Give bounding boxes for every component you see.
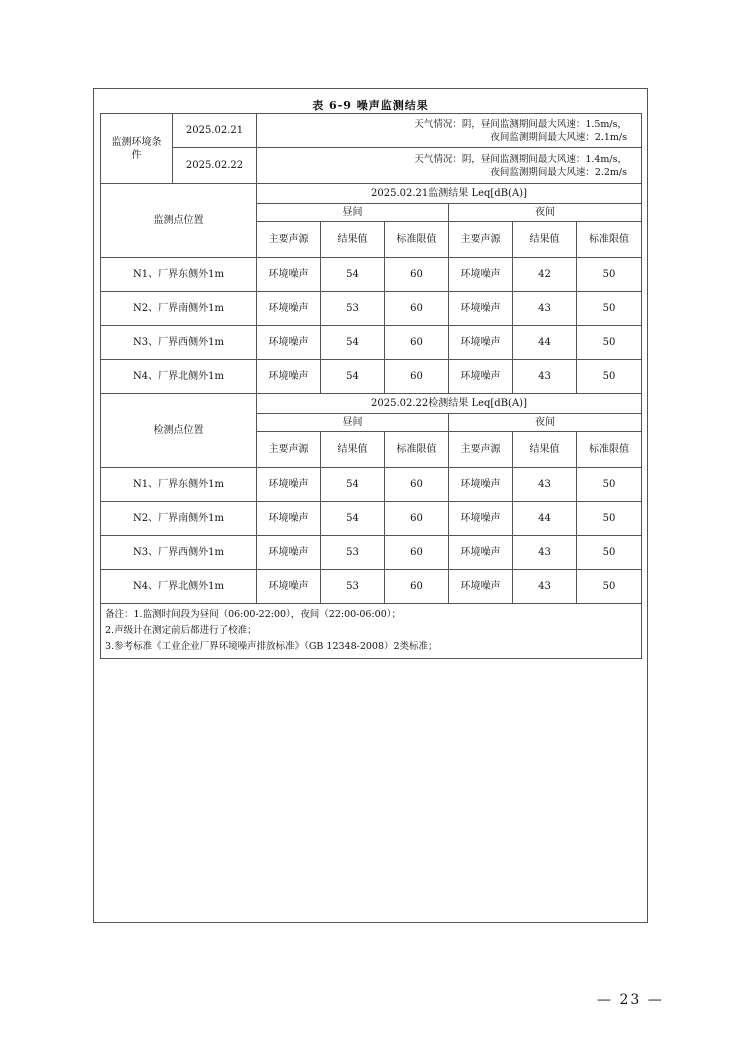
notes-cell xyxy=(101,604,642,659)
night-label: 夜间 xyxy=(449,414,642,432)
value-cell: 43 xyxy=(513,360,577,394)
page-number: — 23 — xyxy=(597,992,664,1008)
standard-cell: 60 xyxy=(385,536,449,570)
col-source: 主要声源 xyxy=(449,432,513,468)
source-cell: 环境噪声 xyxy=(257,502,321,536)
notes-row xyxy=(101,604,642,659)
value-cell: 44 xyxy=(513,502,577,536)
night-label: 夜间 xyxy=(449,204,642,222)
standard-cell: 50 xyxy=(577,570,642,604)
col-result: 结果值 xyxy=(321,432,385,468)
standard-cell: 60 xyxy=(385,326,449,360)
value-cell: 54 xyxy=(321,326,385,360)
condition-date: 2025.02.22 xyxy=(173,148,257,184)
report-frame xyxy=(93,88,648,923)
standard-cell: 50 xyxy=(577,326,642,360)
standard-cell: 50 xyxy=(577,360,642,394)
condition-row xyxy=(101,114,642,148)
point-cell: N3、厂界西侧外1m xyxy=(101,326,257,360)
point-cell: N4、厂界北侧外1m xyxy=(101,360,257,394)
source-cell: 环境噪声 xyxy=(257,360,321,394)
source-cell: 环境噪声 xyxy=(449,360,513,394)
point-cell: N4、厂界北侧外1m xyxy=(101,570,257,604)
source-cell: 环境噪声 xyxy=(449,258,513,292)
col-result: 结果值 xyxy=(321,222,385,258)
location-label: 检测点位置 xyxy=(101,394,257,468)
table-row xyxy=(101,502,642,536)
source-cell: 环境噪声 xyxy=(449,468,513,502)
value-cell: 54 xyxy=(321,468,385,502)
col-standard: 标准限值 xyxy=(385,222,449,258)
weather-line: 夜间监测期间最大风速：2.2m/s xyxy=(490,166,628,178)
col-source: 主要声源 xyxy=(257,432,321,468)
condition-weather xyxy=(257,114,642,148)
result-header: 2025.02.22检测结果 Leq[dB(A)] xyxy=(257,394,642,414)
table-row xyxy=(101,536,642,570)
weather-line: 夜间监测期间最大风速：2.1m/s xyxy=(490,131,628,143)
standard-cell: 60 xyxy=(385,502,449,536)
source-cell: 环境噪声 xyxy=(257,570,321,604)
day-label: 昼间 xyxy=(257,204,449,222)
standard-cell: 60 xyxy=(385,570,449,604)
condition-date: 2025.02.21 xyxy=(173,114,257,148)
col-source: 主要声源 xyxy=(449,222,513,258)
location-label: 监测点位置 xyxy=(101,184,257,258)
noise-results-table xyxy=(100,113,642,659)
value-cell: 43 xyxy=(513,292,577,326)
source-cell: 环境噪声 xyxy=(257,536,321,570)
source-cell: 环境噪声 xyxy=(449,502,513,536)
value-cell: 54 xyxy=(321,502,385,536)
section-header-row xyxy=(101,184,642,204)
col-result: 结果值 xyxy=(513,432,577,468)
point-cell: N1、厂界东侧外1m xyxy=(101,468,257,502)
table-row xyxy=(101,360,642,394)
table-row xyxy=(101,468,642,502)
standard-cell: 50 xyxy=(577,258,642,292)
value-cell: 54 xyxy=(321,360,385,394)
note-line: 3.参考标准《工业企业厂界环境噪声排放标准》（GB 12348-2008）2类标准； xyxy=(105,641,438,652)
value-cell: 43 xyxy=(513,536,577,570)
source-cell: 环境噪声 xyxy=(449,570,513,604)
source-cell: 环境噪声 xyxy=(449,536,513,570)
day-label: 昼间 xyxy=(257,414,449,432)
section-header-row xyxy=(101,394,642,414)
col-standard: 标准限值 xyxy=(385,432,449,468)
point-cell: N1、厂界东侧外1m xyxy=(101,258,257,292)
standard-cell: 60 xyxy=(385,360,449,394)
note-line: 备注：1.监测时间段为昼间（06:00-22:00），夜间（22:00-06:00）； xyxy=(105,609,401,620)
point-cell: N2、厂界南侧外1m xyxy=(101,502,257,536)
source-cell: 环境噪声 xyxy=(257,468,321,502)
table-row xyxy=(101,292,642,326)
source-cell: 环境噪声 xyxy=(449,292,513,326)
value-cell: 54 xyxy=(321,258,385,292)
value-cell: 44 xyxy=(513,326,577,360)
standard-cell: 60 xyxy=(385,292,449,326)
table-row xyxy=(101,570,642,604)
source-cell: 环境噪声 xyxy=(449,326,513,360)
value-cell: 43 xyxy=(513,468,577,502)
source-cell: 环境噪声 xyxy=(257,326,321,360)
standard-cell: 50 xyxy=(577,536,642,570)
source-cell: 环境噪声 xyxy=(257,258,321,292)
value-cell: 53 xyxy=(321,570,385,604)
source-cell: 环境噪声 xyxy=(257,292,321,326)
standard-cell: 50 xyxy=(577,292,642,326)
col-source: 主要声源 xyxy=(257,222,321,258)
table-row xyxy=(101,326,642,360)
standard-cell: 60 xyxy=(385,258,449,292)
result-header: 2025.02.21监测结果 Leq[dB(A)] xyxy=(257,184,642,204)
col-standard: 标准限值 xyxy=(577,222,642,258)
standard-cell: 60 xyxy=(385,468,449,502)
note-line: 2.声级计在测定前后都进行了校准； xyxy=(105,625,257,636)
col-standard: 标准限值 xyxy=(577,432,642,468)
conditions-label: 监测环境条件 xyxy=(101,114,173,184)
standard-cell: 50 xyxy=(577,468,642,502)
weather-line: 天气情况：阴，昼间监测期间最大风速：1.5m/s， xyxy=(414,118,628,130)
standard-cell: 50 xyxy=(577,502,642,536)
value-cell: 53 xyxy=(321,292,385,326)
value-cell: 43 xyxy=(513,570,577,604)
table-row xyxy=(101,258,642,292)
condition-weather xyxy=(257,148,642,184)
weather-line: 天气情况：阴，昼间监测期间最大风速：1.4m/s， xyxy=(414,153,628,165)
col-result: 结果值 xyxy=(513,222,577,258)
point-cell: N2、厂界南侧外1m xyxy=(101,292,257,326)
table-title: 表 6-9 噪声监测结果 xyxy=(312,99,429,112)
value-cell: 42 xyxy=(513,258,577,292)
point-cell: N3、厂界西侧外1m xyxy=(101,536,257,570)
condition-row xyxy=(101,148,642,184)
value-cell: 53 xyxy=(321,536,385,570)
